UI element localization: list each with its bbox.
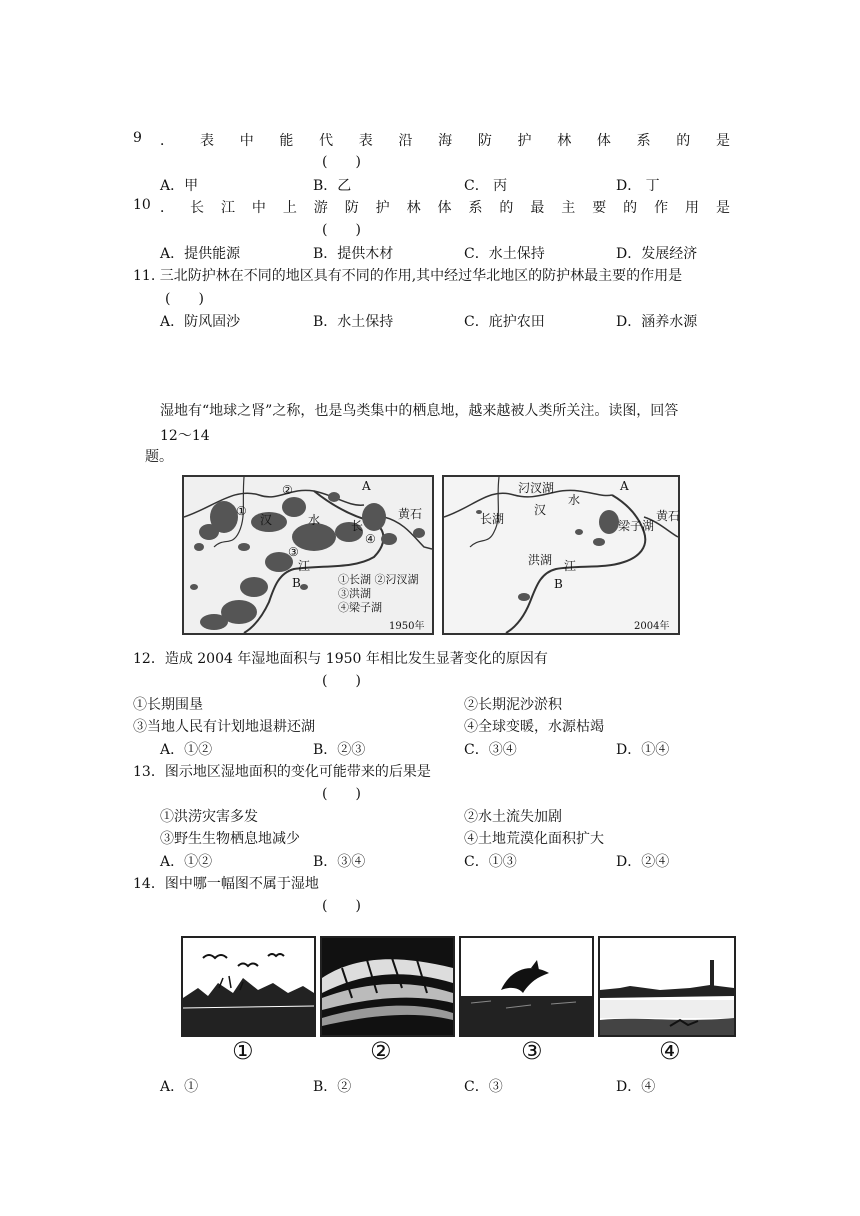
photo-4-drawing bbox=[600, 938, 734, 1035]
q12-item-2: ②长期泥沙淤积 bbox=[464, 697, 562, 713]
photo-1-number: ① bbox=[232, 1037, 254, 1065]
q10-option-c: C．水土保持 bbox=[464, 246, 545, 262]
q13-stem: 13．图示地区湿地面积的变化可能带来的后果是 bbox=[133, 764, 431, 780]
photo-4-coastline bbox=[598, 936, 736, 1037]
photo-3-number: ③ bbox=[521, 1037, 543, 1065]
map-2004-label-a: A bbox=[620, 479, 629, 493]
q13-item-3: ③野生生物栖息地减少 bbox=[160, 831, 300, 847]
map-1950-label-4: ④ bbox=[365, 532, 376, 546]
photo-2-drawing bbox=[322, 938, 453, 1035]
q11-answer-paren: ( ) bbox=[165, 291, 204, 307]
map-2004-label-honghu: 洪湖 bbox=[528, 553, 553, 567]
map-2004-label-b: B bbox=[554, 577, 563, 591]
q11-option-d: D．涵养水源 bbox=[616, 314, 698, 330]
intro-line-1: 湿地有“地球之肾”之称，也是鸟类集中的栖息地，越来越被人类所关注。读图，回答 bbox=[160, 403, 679, 419]
intro-line-2: 12～14 bbox=[160, 428, 210, 444]
map-1950-label-2: ② bbox=[282, 483, 293, 497]
photo-3-dolphin-sea bbox=[459, 936, 594, 1037]
map-1950-label-3: ③ bbox=[288, 545, 299, 559]
q9-answer-paren: ( ) bbox=[322, 154, 361, 170]
map-1950 bbox=[182, 475, 434, 635]
map-2004-drawing bbox=[444, 477, 681, 633]
q12-stem: 12．造成 2004 年湿地面积与 1950 年相比发生显著变化的原因有 bbox=[133, 651, 548, 667]
photo-1-drawing bbox=[183, 938, 314, 1035]
q10-option-b: B．提供木材 bbox=[313, 246, 394, 262]
photo-1-birds-marsh bbox=[181, 936, 316, 1037]
map-2004-label-huangshi: 黄石 bbox=[656, 509, 681, 523]
map-2004 bbox=[442, 475, 680, 635]
photo-2-number: ② bbox=[370, 1037, 392, 1065]
q14-option-b: B．② bbox=[313, 1079, 352, 1095]
q12-option-b: B．②③ bbox=[313, 742, 366, 758]
q12-option-c: C．③④ bbox=[464, 742, 517, 758]
q13-option-c: C．①③ bbox=[464, 854, 517, 870]
q14-option-c: C．③ bbox=[464, 1079, 503, 1095]
map-2004-label-changhu: 长湖 bbox=[480, 512, 505, 526]
q10-number: 10 bbox=[133, 197, 151, 213]
q13-item-4: ④土地荒漠化面积扩大 bbox=[464, 831, 604, 847]
q13-item-1: ①洪涝灾害多发 bbox=[160, 809, 258, 825]
photo-4-number: ④ bbox=[659, 1037, 681, 1065]
q12-answer-paren: ( ) bbox=[322, 673, 361, 689]
q11-option-b: B．水土保持 bbox=[313, 314, 394, 330]
q12-item-1: ①长期围垦 bbox=[133, 697, 203, 713]
map-1950-label-shui: 水 bbox=[308, 513, 321, 527]
map-1950-legend-line-2: ③洪湖 bbox=[338, 587, 371, 600]
map-1950-label-jiang: 江 bbox=[298, 559, 311, 573]
map-2004-label-han: 汉 bbox=[534, 503, 547, 517]
q13-option-a: A．①② bbox=[160, 854, 213, 870]
q11-stem: 11. 三北防护林在不同的地区具有不同的作用,其中经过华北地区的防护林最主要的作用是 bbox=[133, 268, 683, 284]
q11-option-c: C．庇护农田 bbox=[464, 314, 545, 330]
q14-answer-paren: ( ) bbox=[322, 898, 361, 914]
q14-option-d: D．④ bbox=[616, 1079, 656, 1095]
map-1950-label-a: A bbox=[362, 479, 371, 493]
map-1950-legend-line-3: ④梁子湖 bbox=[338, 601, 382, 614]
map-1950-label-huangshi: 黄石 bbox=[398, 507, 423, 521]
q9-dot: ． bbox=[160, 133, 174, 149]
q10-dot: ． bbox=[160, 200, 174, 216]
map-1950-label-b: B bbox=[292, 576, 301, 590]
q14-stem: 14．图中哪一幅图不属于湿地 bbox=[133, 876, 319, 892]
map-2004-label-shui: 水 bbox=[568, 493, 581, 507]
q13-option-b: B．③④ bbox=[313, 854, 366, 870]
map-2004-label-liangzihu: 梁子湖 bbox=[618, 519, 655, 533]
q13-item-2: ②水土流失加剧 bbox=[464, 809, 562, 825]
q10-answer-paren: ( ) bbox=[322, 222, 361, 238]
q14-option-a: A．① bbox=[160, 1079, 199, 1095]
q10-stem-text: 长 江 中 上 游 防 护 林 体 系 的 最 主 要 的 作 用 是 bbox=[190, 200, 730, 216]
map-2004-label-diaochahu: 汈汊湖 bbox=[518, 481, 555, 495]
map-1950-label-1: ① bbox=[236, 504, 247, 518]
q9-option-b: B．乙 bbox=[313, 178, 352, 194]
map-1950-legend-line-1: ①长湖 ②汈汊湖 bbox=[338, 573, 419, 586]
photo-3-drawing bbox=[461, 938, 592, 1035]
q9-stem-text: 表 中 能 代 表 沿 海 防 护 林 体 系 的 是 bbox=[200, 133, 730, 149]
q10-option-a: A．提供能源 bbox=[160, 246, 241, 262]
q12-item-3: ③当地人民有计划地退耕还湖 bbox=[133, 719, 315, 735]
map-1950-legend bbox=[338, 573, 419, 615]
q9-number: 9 bbox=[133, 130, 142, 146]
q13-answer-paren: ( ) bbox=[322, 786, 361, 802]
intro-line-3: 题。 bbox=[145, 449, 173, 465]
q13-option-d: D．②④ bbox=[616, 854, 670, 870]
q12-option-d: D．①④ bbox=[616, 742, 670, 758]
q9-option-a: A．甲 bbox=[160, 178, 199, 194]
map-1950-label-han: 汉 bbox=[260, 513, 273, 527]
map-2004-label-jiang: 江 bbox=[564, 559, 577, 573]
map-1950-year: 1950年 bbox=[389, 621, 425, 632]
map-2004-year: 2004年 bbox=[634, 621, 670, 632]
photo-2-terraces bbox=[320, 936, 455, 1037]
map-1950-label-chang: 长 bbox=[351, 519, 364, 533]
q12-item-4: ④全球变暖，水源枯竭 bbox=[464, 719, 604, 735]
q10-option-d: D．发展经济 bbox=[616, 246, 698, 262]
q11-option-a: A．防风固沙 bbox=[160, 314, 241, 330]
q9-option-c: C． 丙 bbox=[464, 178, 508, 194]
q9-option-d: D． 丁 bbox=[616, 178, 660, 194]
q12-option-a: A．①② bbox=[160, 742, 213, 758]
